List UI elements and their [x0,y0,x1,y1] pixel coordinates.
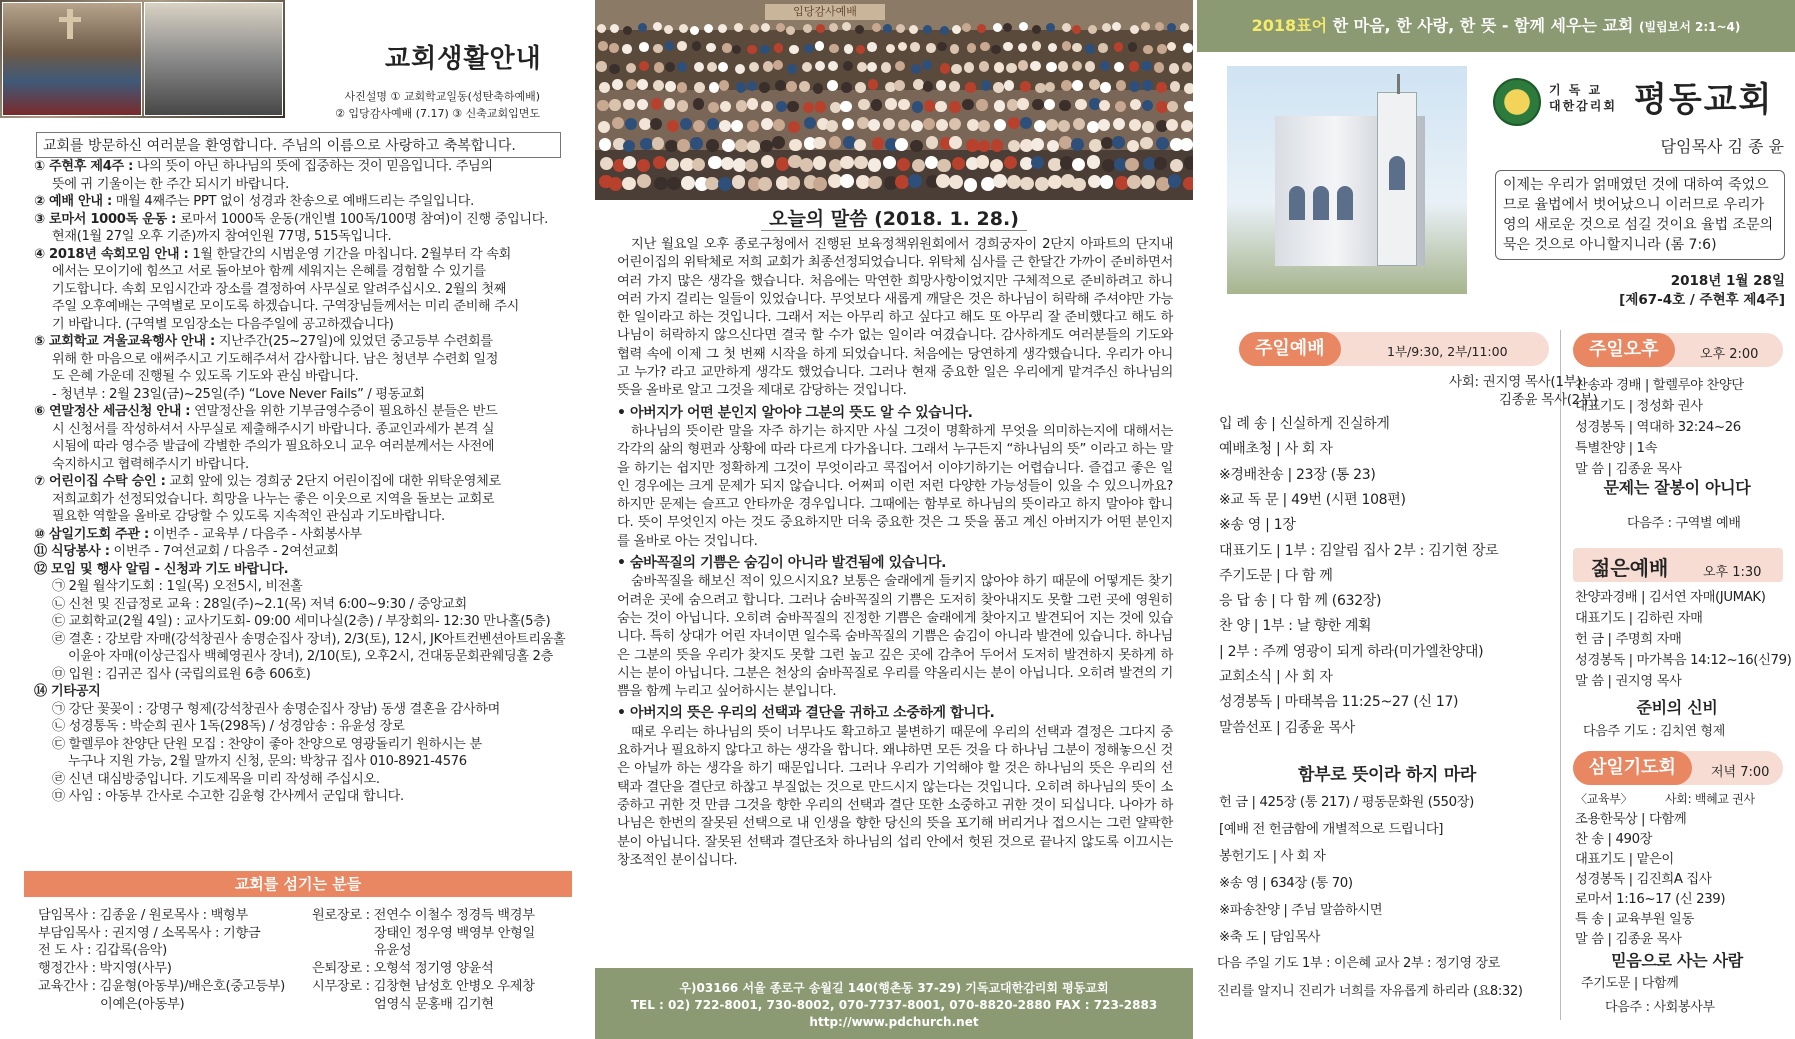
notice-lead: ⑤ 교회학교 겨울교육행사 안내 : [34,334,215,349]
order-row: 대표기도 | 맡은이 [1575,852,1674,867]
sunday-mc: 사회: 권지영 목사(1부) [1449,374,1582,390]
notice-text: 이번주 - 7여선교회 / 다음주 - 2여선교회 [109,544,339,559]
youth-sermon: 준비의 신비 [1636,698,1718,717]
notice-line [34,648,579,666]
order-row: 로마서 1:16~17 (신 239) [1575,892,1726,907]
servers-heading: 교회를 섬기는 분들 [24,871,572,897]
notice-text: 에서는 모이기에 힘쓰고 서로 돌아보아 함께 세워지는 은혜를 경험할 수 있기를 [52,264,486,279]
photo-caption: 사진설명 ① 교회학교일동(성탄축하예배) ② 입당감사예배 (7.17) ③ 신축교회입면도 [335,90,540,120]
welcome-box: 교회를 방문하신 여러분을 환영합니다. 주님의 이름으로 사랑하고 축복합니다. [36,132,561,158]
order-row: ※경배찬송 | 23장 (통 23) [1219,466,1376,483]
notice-text: - 청년부 : 2월 23일(금)~25일(주) “Love Never Fails” / 평동교회 [52,386,425,402]
notice-text: 뜻에 귀 기울이는 한 주간 되시기 바랍니다. [52,176,289,192]
order-row: ※송 영 | 1장 [1219,517,1296,534]
notice-line [34,368,579,386]
staff-line: 교육간사 : 김윤형(아동부)/배은호(중고등부) [38,978,285,994]
sermon-body [617,236,1173,870]
worship-order-column [1197,0,1795,1039]
sermon-paragraph: 지난 월요일 오후 종로구청에서 진행된 보육정책위원회에서 경희궁자이 2단지 아파트의 단지내 어린이집의 위탁체로 저희 교회가 최종선정되었습니다. 위탁체 심사를 근 한달간 가까이 준비하면서 여러 가지 많은 생각을 했습니다. 처음에는 막연한 희망사항이었지만 구체적으로 준비하려고 하니 여러 가지 걸리는 일들이 있었습니다. 무엇보다 새롭게 깨달은 것은 하나님이 허락해 주셔야만 가능한 일이라고 하는 것입니다. 그래서 저는 아무리 하고 싶다고 해도 또 아무리 잘 준비했다고 해도 하나님이 허락하지 않으신다면 결국 할 수가 없는 일이라 여겼습니다. 감사하게도 여러분들의 기도와 협력 속에 이제 그 첫 번째 시작을 하게 되었습니다. 처음에는 당연하게 생각했습니다. 우리가 아니고 누가? 라고 교만하게 생각도 했었습니다. 그러나 현재 중요한 일은 우리에게 맡겨주신 하나님의 뜻을 올바로 알고 그것을 제대로 감당하는 것입니다. [617,237,1173,399]
order-row: 특별찬양 | 1속 [1575,441,1658,456]
notice-lead: ⑥ 연말정산 세금신청 안내 : [34,404,191,419]
notice-line [34,631,579,649]
notice-list [34,158,579,806]
column-divider [1560,330,1561,1020]
order-row: 예배초청 | 사 회 자 [1219,441,1333,458]
notice-lead: ① 주현후 제4주 : [34,159,134,174]
church-building-image [1227,66,1467,294]
order-row: 교회소식 | 사 회 자 [1219,669,1333,685]
notice-line [34,211,579,229]
church-exterior-photo [144,2,283,116]
staff-line: 유윤성 [374,943,412,959]
notice-line [34,683,579,701]
sunday-mc-2: 김종윤 목사(2부) [1499,392,1598,408]
order-row: 찬송과 경배 | 할렐루야 찬양단 [1575,378,1744,393]
order-row: 응 답 송 | 다 함 께 (632장) [1219,593,1382,610]
order-row: 말 씀 | 김종윤 목사 [1575,462,1682,477]
notice-line [34,228,579,246]
staff-line: 이예은(아동부) [100,996,185,1012]
notice-line [34,421,579,439]
order-row: 성경봉독 | 역대하 32:24~26 [1575,420,1741,435]
notice-text: 연말정산을 위한 기부금영수증이 필요하신 분들은 반드 [190,404,498,419]
staff-line: 시무장로 : 김창현 남성호 안병오 우제창 [312,978,535,994]
wednesday-next: 다음주 : 사회봉사부 [1605,1000,1715,1015]
notice-text: ㉡ 신천 및 진급정로 교육 : 28일(주)~2.1(목) 저녁 6:00~9:30 / 중앙교회 [52,596,467,612]
notice-text: 1월 한달간의 시범운영 기간을 마칩니다. 2월부터 각 속회 [188,246,511,262]
key-verse: 이제는 우리가 얽매였던 것에 대하여 죽었으므로 율법에서 벗어났으니 이러므로 우리가 영의 새로운 것으로 섬길 것이요 율법 조문의 묵은 것으로 아니할지니라 (롬 7:6) [1495,170,1785,260]
order-row: 찬양과경배 | 김서연 자매(JUMAK) [1575,590,1766,605]
notice-line [34,246,579,264]
notice-text: ㉤ 입원 : 김귀곤 집사 (국립의료원 6층 606호) [52,666,311,682]
banner-sign: 입당감사예배 [765,4,885,20]
notice-text: 나의 뜻이 아닌 하나님의 뜻에 집중하는 것이 믿음입니다. 주님의 [133,159,493,174]
notice-text: 시 신청서를 작성하셔서 사무실로 제출해주시기 바랍니다. 종교인과세가 본격 실 [52,421,495,437]
notice-line [34,491,579,509]
notice-line [34,438,579,456]
congregation-photo [595,0,1193,200]
notice-text: 시됨에 따라 영수증 발급에 각별한 주의가 필요하오니 교우 여러분께서는 사전에 [52,439,495,454]
youth-worship-title: 젊은예배 [1591,556,1669,580]
notice-text: 이윤아 자매(이상근집사 백혜영권사 장녀), 2/10(토), 오후2시, 건대동문회관웨딩홀 2층 [68,649,553,664]
order-row: ※송 영 | 634장 (통 70) [1219,876,1353,891]
motto-bar: 2018표어 한 마음, 한 사랑, 한 뜻 - 함께 세우는 교회 (빌립보서 2:1~4) [1197,0,1795,52]
sermon-point: • 아버지가 어떤 분인지 알아야 그분의 뜻도 알 수 있습니다. [617,404,973,421]
staff-line: 부담임목사 : 권지영 / 소목목사 : 기향금 [38,925,261,941]
church-address-footer: 우)03166 서울 종로구 송월길 140(행촌동 37-29) 기독교대한감리회 평동교회 TEL : 02) 722-8001, 730-8002, 070-7737-8001, 070-8820-2880 FAX : 723-2883 http://www.pdchurch.net [595,968,1193,1039]
sermon-column [595,0,1193,1039]
notice-line [34,578,579,596]
staff-line: 엄영식 문홍배 김기현 [374,996,494,1012]
sermon-point: • 숨바꼭질의 기쁨은 숨김이 아니라 발견됨에 있습니다. [617,555,947,572]
notice-text: ㉡ 성경통독 : 박순희 권사 1독(298독) / 성경암송 : 유윤성 장로 [52,719,405,734]
notice-line [34,561,579,579]
wednesday-prayer-pill: 삼일기도회 [1573,751,1692,785]
staff-line: 원로장로 : 전연수 이철수 정경득 백경부 [312,908,535,923]
notice-line [34,403,579,421]
staff-list-left [38,907,285,1013]
order-row: 조용한묵상 | 다함께 [1575,812,1687,827]
church-life-column [0,0,592,1039]
notice-text: 주일 오후예배는 구역별로 모이도록 하겠습니다. 구역장님들께서는 미리 준비해 주시 [52,299,519,314]
notice-text: 로마서 1000독 운동(개인별 100독/100명 참여)이 진행 중입니다. [176,211,548,227]
order-row: 말 씀 | 권지영 목사 [1575,674,1682,689]
youth-next: 다음주 기도 : 김치연 형제 [1583,724,1725,739]
notice-text: 숙지하시고 협력해주시기 바랍니다. [52,456,249,472]
order-row: 봉헌기도 | 사 회 자 [1219,849,1326,864]
bulletin-date: 2018년 1월 28일 [제67-4호 / 주현후 제4주] [1619,273,1785,308]
cross-icon [1397,74,1400,94]
notice-text: ㉠ 강단 꽃꽂이 : 강명구 형제(강석창권사 송명순집사 장남) 동생 결혼을 감사하며 [52,701,500,717]
sermon-paragraph: 숨바꼭질을 해보신 적이 있으시지요? 보통은 술래에게 들키지 않아야 하기 때문에 어떻게든 찾기 어려운 곳에 숨으려고 합니다. 그러나 숨바꼭질의 기쁨은 도저히 찾아내지도 못할 그런 곳에 영원히 숨는 것이 아닙니다. 오히려 숨바꼭질의 진정한 기쁨은 술래에게 찾아지고 발견되어 지는 것에 있습니다. 특히 상대가 어린 자녀이면 일수록 숨바꼭질의 기쁨은 숨김이 아니라 발견에 있습니다. 하나님은 그분의 뜻을 우리가 찾지도 못할 그런 높고 깊은 곳에 감추어 두어서 도저히 발견하지 못하게 하시는 분이 아닙니다. 그분은 천상의 숨바꼭질로 우리를 약올리시는 분이 아닙니다. 오히려 발견의 기쁨을 함께 누리고 싶어하시는 분입니다. [617,574,1173,700]
notice-text: 필요한 역할을 올바로 감당할 수 있도록 지속적인 관심과 기도바랍니다. [52,509,445,524]
notice-text: 지난주간(25~27일)에 있었던 중고등부 수련회를 [214,334,493,349]
sunday-worship-pill: 주일예배 [1239,332,1341,366]
order-row: 성경봉독 | 마태복음 11:25~27 (신 17) [1219,694,1459,711]
order-row: 성경봉독 | 김진희A 집사 [1575,872,1712,887]
notice-lead: ⑭ 기타공지 [34,684,101,699]
notice-text: 누구나 지원 가능, 2월 말까지 신청, 문의: 박창규 집사 010-8921-4576 [68,754,467,769]
notice-text: ㉣ 결혼 : 강보람 자매(강석창권사 송명순집사 장녀), 2/3(토), 12시, JK아트컨벤션아트리움홀 [52,631,566,647]
notice-lead: ④ 2018년 속회모임 안내 : [34,246,189,262]
notice-lead: ⑪ 식당봉사 : [34,544,110,559]
afternoon-sermon: 문제는 잘봉이 아니다 [1603,478,1751,497]
closing-verse: 진리를 알지니 진리가 너희를 자유롭게 하리라 (요8:32) [1217,984,1523,999]
sermon-paragraph: 하나님의 뜻이란 말을 자주 하기는 하지만 사실 그것이 명확하게 무엇을 의미하는지에 대해서는 각각의 삶의 형편과 상황에 따라 다르게 다가옵니다. 그래서 누구든지 “하나님의 뜻” 이라고 하는 말을 하기는 쉽지만 정확하게 그것이 무엇이라고 콕집어서 이야기하기는 어렵습니다. 즐겁고 좋은 일인 경우에는 크게 문제가 되지 않습니다. 어쩌피 이런 저런 다양한 가능성들이 있을 수 있으니까요? 하지만 문제는 슬프고 안타까운 경우입니다. 그때에는 함부로 하나님의 뜻이라고 하지 말아야 합니다. 뜻이 무엇인지 아는 것도 중요하지만 더욱 중요한 것은 그 뜻을 품고 계신 아버지가 어떤 분인지를 올바로 아는 것입니다. [617,423,1173,549]
notice-line [34,298,579,316]
notice-line [34,316,579,334]
order-row: 대표기도 | 김하린 자매 [1575,611,1703,626]
order-row: ※축 도 | 담임목사 [1219,930,1320,945]
notice-line [34,281,579,299]
wednesday-time: 저녁 7:00 [1711,765,1770,780]
notice-line [34,456,579,474]
order-row: 성경봉독 | 마가복음 14:12~16(신79) [1575,653,1792,668]
sermon-name: 함부로 뜻이라 하지 마라 [1297,765,1477,785]
notice-line [34,771,579,789]
notice-text: 위해 한 마음으로 애써주시고 기도해주셔서 감사합니다. 남은 청년부 수련회 일정 [52,351,499,367]
page-title: 교회생활안내 [385,44,542,74]
afternoon-time: 오후 2:00 [1700,347,1759,362]
denomination: 기 독 교 대한감리회 [1549,83,1617,113]
notice-text: ㉤ 사임 : 아동부 간사로 수고한 김윤형 간사께서 군입대 합니다. [52,789,404,804]
notice-text: 교회 앞에 있는 경희궁 2단지 어린이집에 대한 위탁운영체로 [165,474,501,489]
wednesday-mc: 사회: 백혜교 권사 [1665,792,1755,806]
notice-line [34,543,579,561]
sermon-title: 오늘의 말씀 (2018. 1. 28.) [595,204,1193,231]
sunday-times: 1부/9:30, 2부/11:00 [1387,344,1508,359]
notice-line [34,473,579,491]
sermon-paragraph: 때로 우리는 하나님의 뜻이 너무나도 확고하고 불변하기 때문에 우리의 선택과 결정은 그다지 중요하거나 필요하지 않다고 하는 생각을 합니다. 왜냐하면 모든 것을 다 하나님 그분이 정해놓으신 것은 아닐까 하는 생각을 하기 때문입니다. 그러나 우리가 기억해야 할 것은 하나님의 뜻은 우리의 선택과 결단을 결단코 하찮고 부질없는 것으로 만드시지 않는다는 것입니다. 오히려 하나님의 뜻이 소중하고 귀한 것 만큼 그것을 향한 우리의 선택과 결단 또한 소중하고 귀한 것이 되십니다. 나아가 하나님은 한번의 잘못된 선택으로 내 인생을 향한 당신의 뜻을 포기해 버리거나 접으시는 그런 얄팍한 분이 아닙니다. 잘못된 선택과 결단조차 하나님의 섭리 안에서 헛된 것으로 끝나지 않도록 이끄시는 창조적인 분이십니다. [617,724,1173,868]
sunday-school-photo [2,2,142,116]
cross-icon [67,9,73,39]
notice-line [34,596,579,614]
notice-lead: ⑫ 모임 및 행사 알림 - 신청과 기도 바랍니다. [34,561,289,577]
staff-line: 전 도 사 : 김갑록(음악) [38,943,167,959]
wednesday-dept: 〈교육부〉 [1575,792,1633,806]
notice-lead: ⑦ 어린이집 수탁 승인 : [34,474,166,489]
afternoon-next: 다음주 : 구역별 예배 [1627,516,1741,531]
notice-line [34,351,579,369]
staff-list-right [312,907,535,1013]
notice-line [34,193,579,211]
methodist-logo-icon [1493,78,1541,126]
staff-line: 담임목사 : 김종윤 / 원로목사 : 백형부 [38,908,248,923]
order-row: ※파송찬양 | 주님 말씀하시면 [1219,903,1383,918]
notice-line [34,508,579,526]
order-row: 주기도문 | 다 함 께 [1219,567,1333,584]
notice-line [34,788,579,806]
church-name: 평동교회 [1634,80,1774,120]
order-row: 말 씀 | 김종윤 목사 [1575,932,1682,947]
order-row: 대표기도 | 1부 : 김알림 집사 2부 : 김기현 장로 [1219,542,1499,559]
notice-line [34,386,579,404]
notice-text: 기도합니다. 속회 모임시간과 장소를 결정하여 사무실로 알려주십시오. 2월의 첫째 [52,281,507,297]
afternoon-worship-pill: 주일오후 [1573,333,1675,367]
notice-text: 도 은혜 가운데 진행될 수 있도록 기도와 관심 바랍니다. [52,369,359,384]
notice-line [34,333,579,351]
senior-pastor: 담임목사 김 종 윤 [1660,137,1784,156]
notice-text: 이번주 - 교육부 / 다음주 - 사회봉사부 [148,526,362,542]
wednesday-closing: 주기도문 | 다함께 [1581,976,1679,991]
order-row: 찬 양 | 1부 : 날 향한 계획 [1219,618,1372,635]
notice-text: 현재(1월 27일 오후 기준)까지 참여인원 77명, 515독입니다. [52,229,392,244]
notice-text: 저희교회가 선정되었습니다. 희망을 나누는 좋은 이웃으로 지역을 돌보는 교회로 [52,491,495,507]
order-row: 헌 금 | 주명희 자매 [1575,632,1682,647]
notice-lead: ③ 로마서 1000독 운동 : [34,211,177,227]
notice-text: 기 바랍니다. (구역별 모임장소는 다음주일에 공고하겠습니다) [52,316,394,332]
staff-line: 장태인 정우영 백영부 안형일 [374,925,535,941]
notice-line [34,526,579,544]
sermon-point: • 아버지의 뜻은 우리의 선택과 결단을 귀하고 소중하게 합니다. [617,705,995,722]
notice-line [34,158,579,176]
notice-line [34,753,579,771]
order-row: 대표기도 | 정성화 권사 [1575,399,1703,414]
staff-line: 은퇴장로 : 오형석 정기영 양윤석 [312,961,494,977]
next-week-prayer: 다음 주일 기도 1부 : 이은혜 교사 2부 : 정기영 장로 [1217,956,1501,971]
church-photos [0,0,285,118]
notice-text: ㉢ 교회학교(2월 4일) : 교사기도회- 09:00 세미나실(2층) / 부장회의- 12:30 만나홀(5층) [52,614,551,629]
order-row: 찬 송 | 490장 [1575,832,1653,847]
notice-line [34,736,579,754]
order-row: ※교 독 문 | 49번 (시편 108편) [1219,491,1406,508]
notice-text: 매월 4째주는 PPT 없이 성경과 찬송으로 예배드리는 주일입니다. [111,194,474,209]
wednesday-sermon: 믿음으로 사는 사람 [1611,951,1743,970]
notice-line [34,666,579,684]
order-row: 특 송 | 교육부원 일동 [1575,912,1694,927]
notice-line [34,176,579,194]
order-row: 입 례 송 | 신실하게 진실하게 [1219,416,1390,432]
notice-text: ㉠ 2월 월삭기도회 : 1일(목) 오전5시, 비전홀 [52,579,303,594]
notice-lead: ② 예배 안내 : [34,194,112,209]
order-row: | 2부 : 주께 영광이 되게 하라(미가엘찬양대) [1219,643,1484,660]
order-row: [예배 전 헌금함에 개별적으로 드립니다] [1219,822,1443,837]
notice-text: ㉢ 할렐루야 찬양단 단원 모집 : 찬양이 좋아 찬양으로 영광돌리기 원하시는 분 [52,736,482,752]
notice-line [34,263,579,281]
notice-text: ㉣ 신년 대심방중입니다. 기도제목을 미리 작성해 주십시오. [52,771,380,787]
notice-line [34,701,579,719]
notice-line [34,613,579,631]
order-row: 말씀선포 | 김종윤 목사 [1219,719,1355,736]
order-row: 헌 금 | 425장 (통 217) / 평동문화원 (550장) [1219,795,1474,810]
staff-line: 행정간사 : 박지영(사무) [38,961,172,977]
youth-time: 오후 1:30 [1703,565,1762,580]
notice-line [34,718,579,736]
notice-lead: ⑩ 삼일기도회 주관 : [34,526,149,542]
